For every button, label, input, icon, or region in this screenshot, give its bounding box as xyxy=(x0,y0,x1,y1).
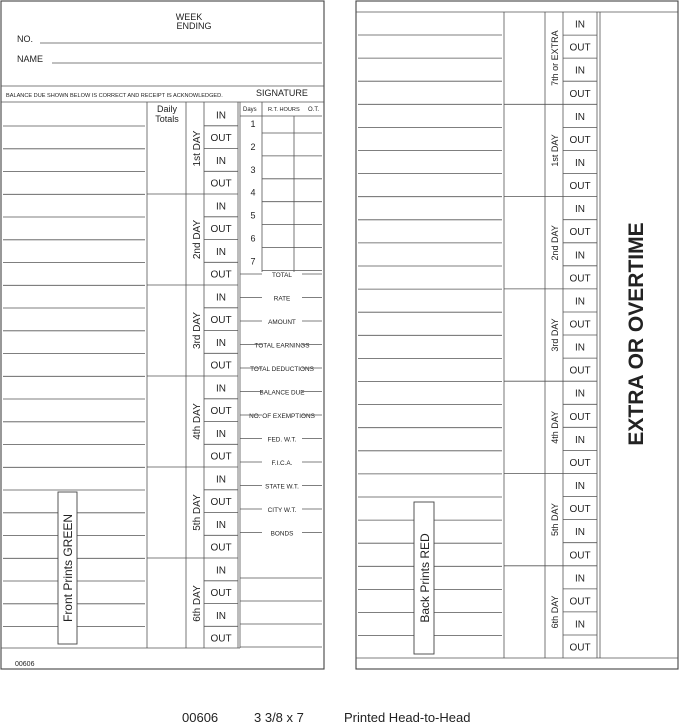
front-card xyxy=(1,1,324,669)
ending-label: ENDING xyxy=(176,21,212,31)
in-label: IN xyxy=(575,619,585,631)
in-label: IN xyxy=(216,292,226,304)
ot-header: O.T. xyxy=(308,107,320,113)
out-label: OUT xyxy=(569,504,591,516)
out-label: OUT xyxy=(569,458,591,469)
out-label: OUT xyxy=(569,411,591,423)
extra-overtime-title: EXTRA OR OVERTIME xyxy=(625,222,648,446)
out-label: OUT xyxy=(569,273,591,285)
day-number: 4 xyxy=(250,187,256,198)
out-label: OUT xyxy=(210,633,232,645)
out-label: OUT xyxy=(210,451,232,463)
out-label: OUT xyxy=(210,224,232,236)
in-label: IN xyxy=(575,204,585,216)
back-day-label: 5th DAY xyxy=(550,503,560,537)
summary-item-label: TOTAL DEDUCTIONS xyxy=(250,366,314,373)
in-label: IN xyxy=(575,111,585,123)
out-label: OUT xyxy=(569,319,591,331)
back-day-label: 7th or EXTRA xyxy=(550,30,560,86)
summary-item-label: BONDS xyxy=(270,530,294,538)
back-day-label: 3rd DAY xyxy=(550,318,560,352)
front-day-blocks xyxy=(147,110,238,644)
out-label: OUT xyxy=(569,88,591,100)
in-label: IN xyxy=(216,428,226,440)
front-print-color-text: Front Prints GREEN xyxy=(61,513,75,623)
in-label: IN xyxy=(575,296,585,308)
out-label: OUT xyxy=(569,181,591,193)
in-label: IN xyxy=(216,610,226,622)
summary-item-label: TOTAL xyxy=(271,272,293,279)
number-label: NO. xyxy=(17,34,34,44)
caption-code: 00606 xyxy=(182,710,219,723)
front-summary xyxy=(240,116,322,647)
balance-acknowledgement: BALANCE DUE SHOWN BELOW IS CORRECT AND RECEIPT IS ACKNOWLEDGED. xyxy=(6,93,223,99)
in-label: IN xyxy=(216,110,226,122)
in-label: IN xyxy=(575,481,585,492)
front-print-color-label xyxy=(58,492,77,644)
name-label: NAME xyxy=(17,54,44,64)
day-number: 7 xyxy=(250,256,256,267)
rt-hours-header: R.T. HOURS xyxy=(268,107,300,113)
summary-item-label: AMOUNT xyxy=(268,319,296,326)
back-day-blocks xyxy=(504,20,597,654)
out-label: OUT xyxy=(569,42,591,54)
front-day-label: 3rd DAY xyxy=(192,311,203,350)
out-label: OUT xyxy=(569,134,591,146)
in-label: IN xyxy=(216,474,226,486)
day-number: 3 xyxy=(250,164,256,175)
back-card xyxy=(356,1,678,669)
out-label: OUT xyxy=(569,550,591,562)
back-print-color-label xyxy=(414,502,434,654)
summary-item-label: BALANCE DUE xyxy=(259,389,305,397)
out-label: OUT xyxy=(210,588,232,600)
front-card-border xyxy=(1,1,324,669)
front-day-label: 2nd DAY xyxy=(192,219,203,260)
out-label: OUT xyxy=(569,596,591,608)
totals-label: Totals xyxy=(155,114,179,124)
in-label: IN xyxy=(216,337,226,349)
day-number: 1 xyxy=(250,119,256,129)
in-label: IN xyxy=(216,155,226,167)
back-day-label: 1st DAY xyxy=(550,134,560,167)
in-label: IN xyxy=(216,383,226,395)
front-day-label: 4th DAY xyxy=(192,403,203,440)
summary-item-label: FED. W.T. xyxy=(267,436,297,444)
out-label: OUT xyxy=(210,360,232,372)
in-label: IN xyxy=(575,527,585,539)
in-label: IN xyxy=(575,388,585,400)
front-day-label: 5th DAY xyxy=(192,494,203,531)
in-label: IN xyxy=(575,19,585,31)
in-label: IN xyxy=(575,573,585,585)
out-label: OUT xyxy=(210,406,232,418)
front-day-label: 1st DAY xyxy=(192,130,203,167)
signature-label: SIGNATURE xyxy=(256,88,308,98)
in-label: IN xyxy=(216,565,226,577)
day-number: 6 xyxy=(250,233,256,244)
out-label: OUT xyxy=(569,227,591,239)
out-label: OUT xyxy=(210,315,232,327)
days-header: Days xyxy=(243,107,257,113)
front-day-label: 6th DAY xyxy=(192,585,203,622)
day-number: 2 xyxy=(250,141,256,152)
front-form-code: 00606 xyxy=(15,661,35,668)
in-label: IN xyxy=(216,201,226,213)
caption-note: Printed Head-to-Head xyxy=(344,710,471,723)
daily-label: Daily xyxy=(156,104,178,114)
summary-item-label: STATE W.T. xyxy=(265,483,299,491)
out-label: OUT xyxy=(210,178,232,190)
summary-item-label: RATE xyxy=(273,295,291,303)
day-number: 5 xyxy=(250,210,256,221)
out-label: OUT xyxy=(210,133,232,145)
in-label: IN xyxy=(575,158,585,169)
summary-item-label: F.I.C.A. xyxy=(271,460,293,467)
summary-item-label: NO. OF EXEMPTIONS xyxy=(249,413,315,420)
caption-size: 3 3/8 x 7 xyxy=(254,710,304,723)
in-label: IN xyxy=(575,434,585,446)
out-label: OUT xyxy=(210,497,232,509)
summary-item-label: CITY W.T. xyxy=(267,507,297,514)
back-day-label: 4th DAY xyxy=(550,410,560,444)
in-label: IN xyxy=(216,519,226,531)
in-label: IN xyxy=(216,246,226,258)
out-label: OUT xyxy=(210,542,232,554)
week-label: WEEK xyxy=(175,12,203,22)
back-day-label: 2nd DAY xyxy=(550,225,560,261)
in-label: IN xyxy=(575,250,585,262)
in-label: IN xyxy=(575,65,585,77)
out-label: OUT xyxy=(210,269,232,281)
summary-item-label: TOTAL EARNINGS xyxy=(254,342,310,350)
in-label: IN xyxy=(575,342,585,354)
back-print-color-text: Back Prints RED xyxy=(418,533,432,623)
back-day-label: 6th DAY xyxy=(550,595,560,629)
out-label: OUT xyxy=(569,365,591,377)
out-label: OUT xyxy=(569,642,591,654)
